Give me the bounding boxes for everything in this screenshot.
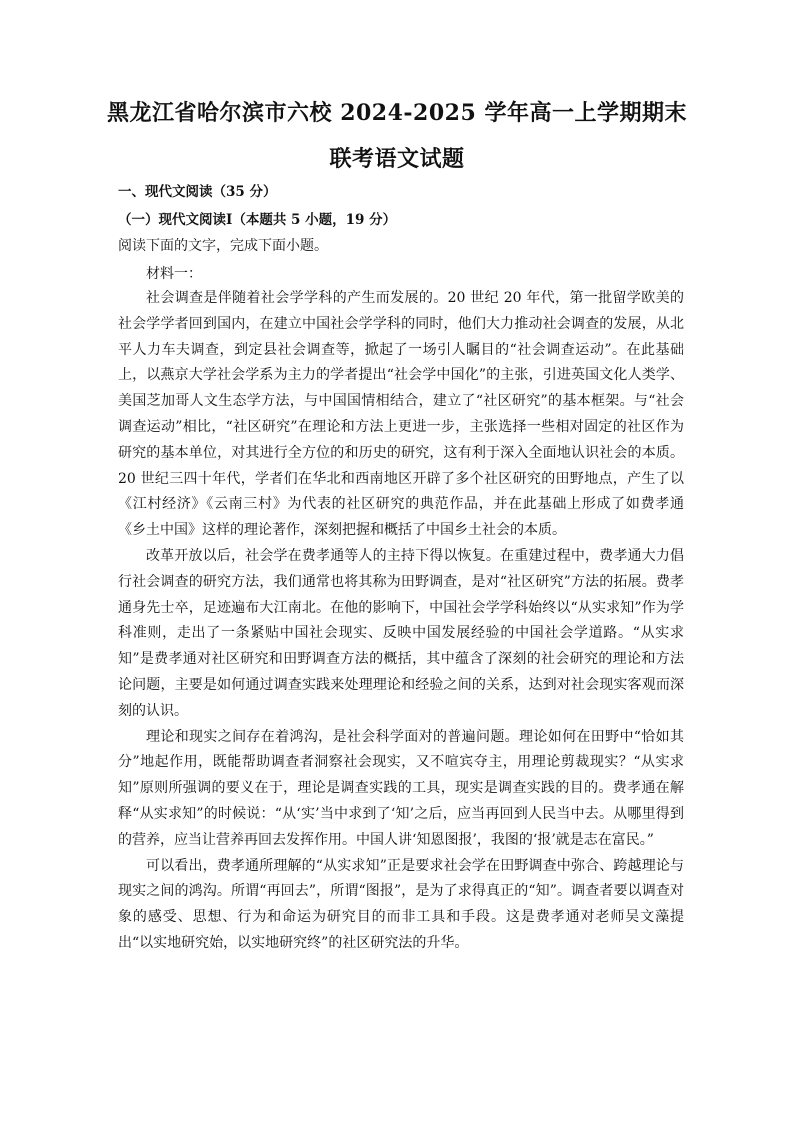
paragraph-1: 社会调查是伴随着社会学学科的产生而发展的。20 世纪 20 年代，第一批留学欧美的社会学学者回到国内，在建立中国社会学学科的同时，他们大力推动社会调查的发展，从北平人力车夫调查，到定县社会调查等，掀起了一场引人瞩目的“社会调查运动”。在此基础上，以燕京大学社会学系为主力的学者提出“社会学中国化”的主张，引进英国文化人类学、美国芝加哥人文生态学方法，与中国国情相结合，建立了“社区研究”的基本框架。与“社会调查运动”相比，“社区研究”在理论和方法上更进一步，主张选择一些相对固定的社区作为研究的基本单位，对其进行全方位的和历史的研究，这有利于深入全面地认识社会的本质。20 世纪三四十年代，学者们在华北和西南地区开辟了多个社区研究的田野地点，产生了以《江村经济》《云南三村》为代表的社区研究的典范作品，并在此基础上形成了如费孝通《乡土中国》这样的理论著作，深刻把握和概括了中国乡土社会的本质。 <box>118 290 684 539</box>
subsection-heading: （一）现代文阅读Ⅰ（本题共 5 小题，19 分） <box>118 212 397 228</box>
exam-title-line2: 联考语文试题 <box>329 146 465 172</box>
exam-title-line1: 黑龙江省哈尔滨市六校 2024-2025 学年高一上学期期末 <box>107 100 687 126</box>
paragraph-4: 可以看出，费孝通所理解的“从实求知”正是要求社会学在田野调查中弥合、跨越理论与现实之间的鸿沟。所谓“再回去”，所谓“图报”，是为了求得真正的“知”。调查者要以调查对象的感受、思想、行为和命运为研究目的而非工具和手段。这是费孝通对老师吴文藻提出“以实地研究始，以实地研究终”的社区研究法的升华。 <box>118 857 684 951</box>
paragraph-2: 改革开放以后，社会学在费孝通等人的主持下得以恢复。在重建过程中，费孝通大力倡行社会调查的研究方法，我们通常也将其称为田野调查，是对“社区研究”方法的拓展。费孝通身先士卒，足迹遍布大江南北。在他的影响下，中国社会学学科始终以“从实求知”作为学科准则，走出了一条紧贴中国社会现实、反映中国发展经验的中国社会学道路。“从实求知”是费孝通对社区研究和田野调查方法的概括，其中蕴含了深刻的社会研究的理论和方法论问题，主要是如何通过调查实践来处理理论和经验之间的关系，达到对社会现实客观而深刻的认识。 <box>118 547 684 719</box>
article-body <box>118 286 684 957</box>
material-label: 材料一： <box>146 266 202 282</box>
paragraph-3: 理论和现实之间存在着鸿沟，是社会科学面对的普遍问题。理论如何在田野中“恰如其分”地起作用，既能帮助调查者洞察社会现实，又不喧宾夺主，用理论剪裁现实？“从实求知”原则所强调的要义在于，理论是调查实践的工具，现实是调查实践的目的。费孝通在解释“从实求知”的时候说：“从‘实’当中求到了‘知’之后，应当再回到人民当中去。从哪里得到的营养，应当让营养再回去发挥作用。中国人讲‘知恩图报’，我图的‘报’就是志在富民。” <box>118 728 684 848</box>
section-heading: 一、现代文阅读（35 分） <box>118 184 277 200</box>
reading-instruction: 阅读下面的文字，完成下面小题。 <box>118 238 328 254</box>
